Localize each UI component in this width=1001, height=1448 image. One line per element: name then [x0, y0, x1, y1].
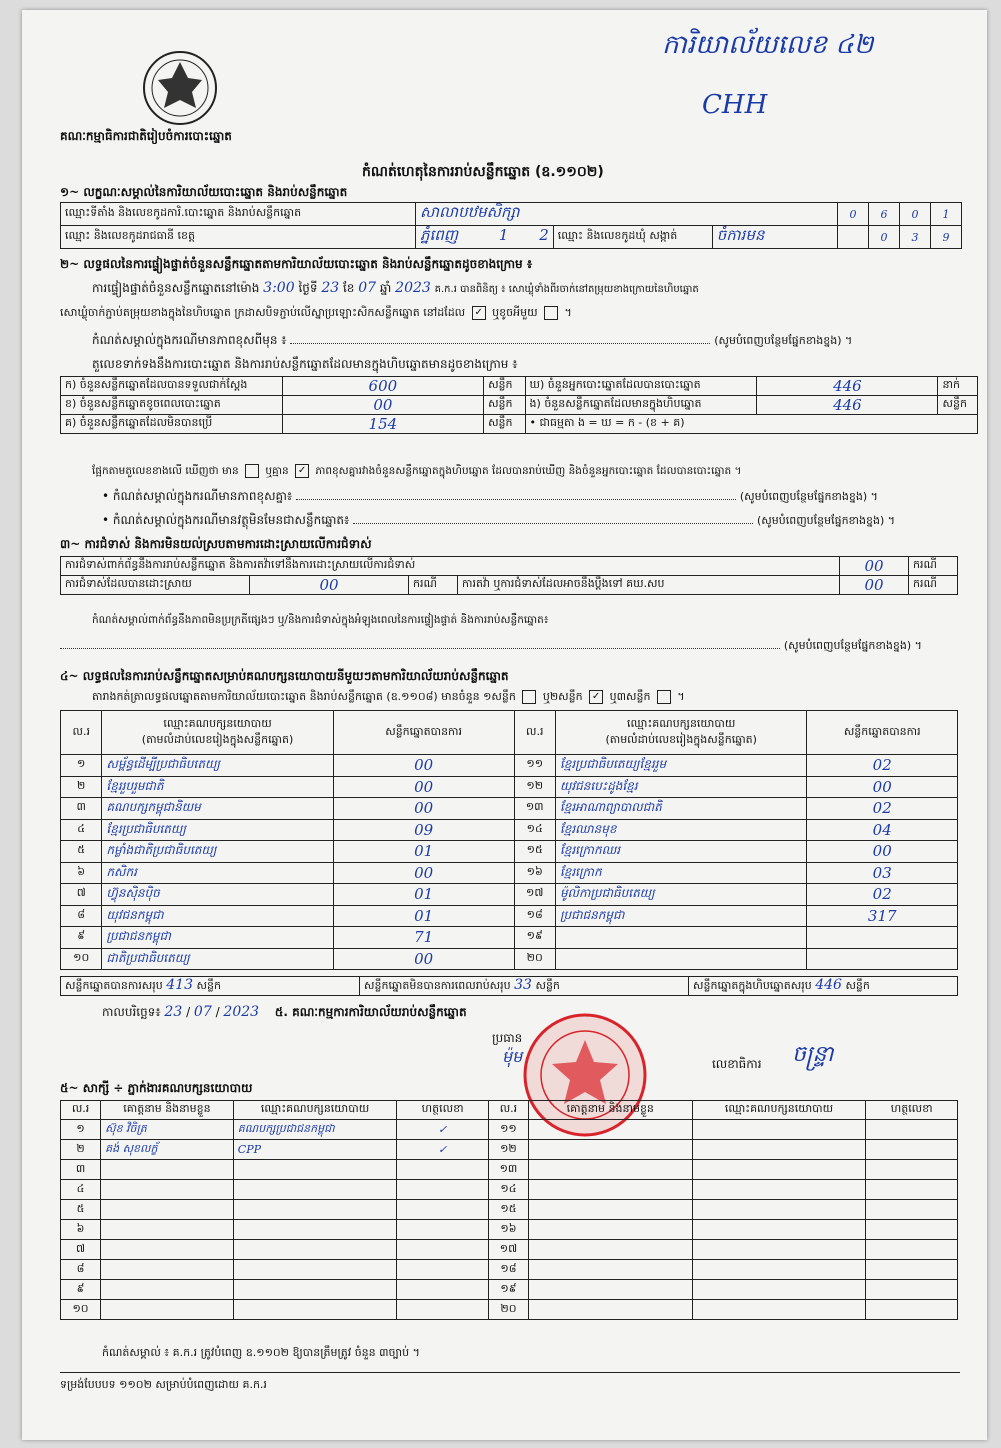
witness-number: ៤ — [61, 1180, 101, 1200]
province-label: ឈ្មោះ និងលេខកូដរាជធានី ខេត្ត — [61, 226, 416, 249]
total-box-value: 446 — [815, 977, 842, 993]
witness-row — [61, 1280, 958, 1300]
resolved-value: 00 — [250, 576, 409, 595]
party-number: ១៣ — [514, 798, 555, 820]
party-results-table — [60, 710, 958, 970]
section3-heading: ៣~ ការជំទាស់ និងការមិនយល់ស្របតាមការដោះស្រាយលើការជំទាស់ — [60, 537, 372, 551]
unused-value: 154 — [282, 415, 483, 434]
party-name: យុវជនបេះដូងខ្មែរ — [555, 776, 807, 798]
two-sheets-checkbox[interactable]: ✓ — [589, 690, 603, 704]
chief-signature: ម៉ុម — [502, 1047, 523, 1066]
province-code-2: 2 — [539, 226, 549, 244]
date-line: កាលបរិច្ឆេទ៖ 23 / 07 / 2023 ៥. គណៈកម្មការការិយាល័យរាប់សន្លឹកឆ្នោត — [102, 1004, 467, 1020]
form-title: កំណត់ហេតុនៃការរាប់សន្លឹកឆ្នោត (ឧ.១១០២) — [362, 164, 604, 180]
witness-number: ៥ — [61, 1200, 101, 1220]
witness-party — [233, 1300, 397, 1320]
witness-number: ២០ — [488, 1300, 528, 1320]
party-number: ៩ — [61, 927, 102, 949]
party-votes: 00 — [807, 776, 958, 798]
results-row — [61, 884, 958, 906]
section1-heading: ១~ លក្ខណៈសម្គាល់នៃការិយាល័យបោះឆ្នោត និងរាប់សន្លឹកឆ្នោត — [60, 185, 348, 199]
witness-signature — [866, 1280, 958, 1300]
witness-signature: ✓ — [397, 1140, 489, 1160]
voters-value: 446 — [757, 377, 938, 396]
objection-count-value: 00 — [840, 557, 909, 576]
party-votes: 02 — [807, 798, 958, 820]
witness-name — [529, 1160, 693, 1180]
witness-name — [101, 1180, 234, 1200]
party-name: កសិករ — [102, 862, 333, 884]
no-difference-checkbox[interactable]: ✓ — [295, 464, 309, 478]
witness-number: ១៨ — [488, 1260, 528, 1280]
witness-name — [529, 1260, 693, 1280]
witness-signature — [866, 1220, 958, 1240]
date-year: 2023 — [223, 1004, 260, 1020]
party-votes: 02 — [807, 755, 958, 777]
witness-signature — [397, 1180, 489, 1200]
date-month: 07 — [193, 1004, 212, 1020]
witness-party — [233, 1280, 397, 1300]
witness-name: ស៊ុខ វិចិត្រ — [101, 1120, 234, 1140]
party-votes: 09 — [333, 819, 514, 841]
total-invalid-value: 33 — [514, 977, 532, 993]
witness-signature — [397, 1220, 489, 1240]
verify-month: 07 — [358, 280, 377, 296]
party-number: ១០ — [61, 948, 102, 970]
form-footer: ទម្រង់បែបបទ ១១០២ សម្រាប់បំពេញដោយ គ.ក.រ — [60, 1378, 267, 1391]
figures-intro: តួលេខទាក់ទងនឹងការបោះឆ្នោត និងការរាប់សន្លឹកឆ្នោតដែលមានក្នុងហិបឆ្នោតមានដូចខាងក្រោម ៖ — [92, 357, 518, 371]
date-day: 23 — [164, 1004, 183, 1020]
party-number: ១៨ — [514, 905, 555, 927]
party-votes: 00 — [333, 798, 514, 820]
witness-party: គណបក្សប្រជាជនកម្ពុជា — [233, 1120, 397, 1140]
witness-row — [61, 1160, 958, 1180]
verify-year: 2023 — [395, 280, 431, 296]
irregularity-note: កំណត់សម្គាល់ពាក់ព័ន្ធនឹងភាពមិនប្រក្រតីផ្សេងៗ ឬ/និងការជំទាស់ក្នុងអំឡុងពេលនៃការផ្ទៀងផ្ទាត់ និងការរាប់សន្លឹកឆ្នោត៖ — [92, 614, 549, 626]
witness-name: គង់ សុខលក្ខ័ — [101, 1140, 234, 1160]
bullet-difference: • កំណត់សម្គាល់ក្នុងករណីមានភាពខុសគ្នា៖ (សូមបំពេញបន្ថែមផ្នែកខាងខ្នង) ។ — [102, 489, 878, 503]
witness-number: ១៤ — [488, 1180, 528, 1200]
commune-value: ចំការមន — [712, 226, 837, 249]
witness-party — [692, 1220, 866, 1240]
party-name: ហ៊្វុនស៊ិនប៉ិច — [102, 884, 333, 906]
party-number: ៥ — [61, 841, 102, 863]
party-number: ១៤ — [514, 819, 555, 841]
party-votes: 00 — [333, 776, 514, 798]
one-sheet-checkbox[interactable] — [522, 690, 536, 704]
witness-party — [692, 1280, 866, 1300]
witness-signature — [866, 1140, 958, 1160]
witness-party — [692, 1120, 866, 1140]
difference-note-line: កំណត់សម្គាល់ក្នុងករណីមានភាពខុសពីមុន ៖ (សូមបំពេញបន្ថែមផ្នែកខាងខ្នង) ។ — [92, 333, 853, 347]
org-name: គណៈកម្មាធិការជាតិរៀបចំការបោះឆ្នោត — [60, 129, 232, 143]
party-votes — [807, 927, 958, 949]
results-row — [61, 927, 958, 949]
party-name — [555, 948, 807, 970]
compare-line: ផ្អែកតាមតួលេខខាងលើ ឃើញថា មាន ឬគ្មាន ✓ ភាពខុសគ្នារវាងចំនួនសន្លឹកឆ្នោតក្នុងហិបឆ្នោត ដែលបានរាប់ឃើញ និងចំនួនអ្នកបោះឆ្នោត ដែលបានបោះឆ្នោត ។ — [92, 465, 742, 477]
party-number: ៨ — [61, 905, 102, 927]
witness-party — [692, 1260, 866, 1280]
results-row — [61, 948, 958, 970]
witness-signature — [397, 1200, 489, 1220]
witness-party — [692, 1200, 866, 1220]
witness-signature — [866, 1240, 958, 1260]
party-name: ខ្មែរប្រជាធិបតេយ្យខ្មែររួម — [555, 755, 807, 777]
witness-party: CPP — [233, 1140, 397, 1160]
witness-signature — [866, 1120, 958, 1140]
party-name: ខ្មែរក្រោក — [555, 862, 807, 884]
witness-signature — [397, 1160, 489, 1180]
witness-party — [692, 1140, 866, 1160]
objection-count-label: ការជំទាស់ពាក់ព័ន្ធនឹងការរាប់សន្លឹកឆ្នោត និងការតវ៉ាទៅនឹងការដោះស្រាយលើការជំទាស់ — [61, 557, 840, 576]
witness-row — [61, 1260, 958, 1280]
party-votes: 01 — [333, 905, 514, 927]
witness-signature — [866, 1200, 958, 1220]
witness-party — [233, 1200, 397, 1220]
witness-name — [529, 1180, 693, 1200]
location-code-1: 0 — [838, 203, 869, 226]
commune-label: ឈ្មោះ និងលេខកូដឃុំ សង្កាត់ — [553, 226, 712, 249]
form-page — [22, 10, 987, 1440]
witness-party — [692, 1180, 866, 1200]
location-value: សាលាបឋមសិក្សា — [416, 203, 838, 226]
results-row — [61, 819, 958, 841]
location-code-2: 6 — [869, 203, 900, 226]
witness-signature — [397, 1280, 489, 1300]
commune-code-2: 3 — [900, 226, 931, 249]
irregularity-note-line: (សូមបំពេញបន្ថែមផ្នែកខាងខ្នង) ។ — [60, 638, 922, 655]
witness-row — [61, 1300, 958, 1320]
verify-day: 23 — [321, 280, 340, 296]
party-name: ខ្មែររួបរួមជាតិ — [102, 776, 333, 798]
witness-name — [101, 1260, 234, 1280]
witness-name — [101, 1200, 234, 1220]
witness-name — [101, 1220, 234, 1240]
nec-emblem-icon — [140, 48, 220, 128]
party-number: ២ — [61, 776, 102, 798]
party-name: ប្រជាជនកម្ពុជា — [555, 905, 807, 927]
witness-signature — [866, 1300, 958, 1320]
witness-party — [692, 1240, 866, 1260]
section4-heading: ៤~ លទ្ធផលនៃការរាប់សន្លឹកឆ្នោតសម្រាប់គណបក្សនយោបាយនីមួយៗតាមការិយាល័យរាប់សន្លឹកឆ្នោត — [60, 669, 509, 683]
party-number: ១២ — [514, 776, 555, 798]
witness-number: ៦ — [61, 1220, 101, 1240]
ballot-figures-table — [60, 376, 978, 434]
party-votes: 04 — [807, 819, 958, 841]
witness-number: ១០ — [61, 1300, 101, 1320]
results-header-row: ល.រ ឈ្មោះគណបក្សនយោបាយ (តាមលំដាប់លេខរៀងក្នុងសន្លឹកឆ្នោត) សន្លឹកឆ្នោតបានការ ល.រ ឈ្មោះគណបក្សនយោបាយ (តាមលំដាប់លេខរៀងក្នុងសន្លឹកឆ្នោត) សន្លឹកឆ្នោតបានការ — [61, 711, 958, 755]
party-name: សម្ព័ន្ធដើម្បីប្រជាធិបតេយ្យ — [102, 755, 333, 777]
witness-party — [692, 1300, 866, 1320]
secretary-signature: ចន្ទ្រា — [792, 1042, 834, 1067]
chief-label: ប្រធាន — [492, 1031, 523, 1045]
has-difference-checkbox[interactable] — [245, 464, 259, 478]
verification-line: ការផ្ទៀងផ្ទាត់ចំនួនសន្លឹកឆ្នោតនៅម៉ោង 3:00 ថ្ងៃទី 23 ខែ 07 ឆ្នាំ 2023 គ.ក.រ បានពិនិត្យ ៖ សោឃ្លុំទាំងពីរចាក់នៅតម្រុយខាងក្រោយនៃហិបឆ្នោត — [92, 280, 699, 296]
witness-name — [529, 1220, 693, 1240]
results-row — [61, 776, 958, 798]
appeals-value: 00 — [840, 576, 909, 595]
party-name: ប្រជាជនកម្ពុជា — [102, 927, 333, 949]
witness-party — [233, 1260, 397, 1280]
party-name — [555, 927, 807, 949]
party-votes: 00 — [333, 755, 514, 777]
witness-name — [529, 1120, 693, 1140]
section1-table — [60, 202, 962, 249]
witness-row — [61, 1120, 958, 1140]
party-votes: 00 — [807, 841, 958, 863]
party-name: គណបក្សកម្ពុជានិយម — [102, 798, 333, 820]
seal-line: សោឃ្លុំចាក់ភ្ជាប់តម្រុយខាងក្នុងនៃហិបឆ្នោត ក្រដាសបិទភ្ជាប់លើស្នាប្រឡោះសិកសន្លឹកឆ្នោត នៅដដែល ✓ ឬខូចអីមួយ ។ — [60, 306, 572, 319]
witness-name — [529, 1140, 693, 1160]
figures-row-b: ខ) ចំនួនសន្លឹកឆ្នោតខូចពេលបោះឆ្នោត 00 សន្លឹក ង) ចំនួនសន្លឹកឆ្នោតដែលមានក្នុងហិបឆ្នោត 446 សន្លឹក — [61, 396, 978, 415]
party-number: ១៦ — [514, 862, 555, 884]
province-value: ភ្នំពេញ 1 2 — [416, 226, 554, 249]
party-number: ១១ — [514, 755, 555, 777]
witness-number: ១៦ — [488, 1220, 528, 1240]
party-number: ៧ — [61, 884, 102, 906]
verify-time: 3:00 — [263, 280, 295, 296]
figures-row-c: គ) ចំនួនសន្លឹកឆ្នោតដែលមិនបានប្រើ 154 សន្លឹក • ជាធម្មតា ង = ឃ = ក - (ខ + គ) — [61, 415, 978, 434]
section5-note: កំណត់សម្គាល់ ៖ គ.ក.រ ត្រូវបំពេញ ឧ.១១០២ ឱ្យបានត្រឹមត្រូវ ចំនួន ៣ច្បាប់ ។ — [102, 1346, 420, 1359]
witness-party — [233, 1240, 397, 1260]
witness-name — [529, 1240, 693, 1260]
party-name: យុវជនកម្ពុជា — [102, 905, 333, 927]
results-row — [61, 755, 958, 777]
witness-header-row: ល.រ គោត្តនាម និងនាមខ្លួន ឈ្មោះគណបក្សនយោបាយ ហត្ថលេខា ល.រ គោត្តនាម និងនាមខ្លួន ឈ្មោះគណបក្សនយោបាយ ហត្ថលេខា — [61, 1101, 958, 1120]
totals-table: សន្លឹកឆ្នោតបានការសរុប 413 សន្លឹក សន្លឹកឆ្នោតមិនបានការពេលរាប់សរុប 33 សន្លឹក សន្លឹកឆ្នោតក្នុងហិបឆ្នោតសរុប 446 សន្លឹក — [60, 976, 958, 996]
witness-signature — [397, 1260, 489, 1280]
party-votes — [807, 948, 958, 970]
three-sheets-checkbox[interactable] — [657, 690, 671, 704]
witness-party — [692, 1160, 866, 1180]
witness-number: ១៩ — [488, 1280, 528, 1300]
witness-number: ១២ — [488, 1140, 528, 1160]
witness-signature: ✓ — [397, 1120, 489, 1140]
witness-table — [60, 1100, 958, 1320]
objections-table: ការជំទាស់ពាក់ព័ន្ធនឹងការរាប់សន្លឹកឆ្នោត និងការតវ៉ាទៅនឹងការដោះស្រាយលើការជំទាស់ 00 ករណី ការជំទាស់ដែលបានដោះស្រាយ 00 ករណី ការតវ៉ា ឬការជំទាស់ដែលអាចនឹងប្តឹងទៅ គឃ.សប 00 ករណី — [60, 556, 958, 595]
witness-signature — [866, 1160, 958, 1180]
location-code-4: 1 — [931, 203, 962, 226]
witness-party — [233, 1220, 397, 1240]
witness-number: ១១ — [488, 1120, 528, 1140]
witness-name — [529, 1300, 693, 1320]
witness-number: ១៣ — [488, 1160, 528, 1180]
witness-number: ៩ — [61, 1280, 101, 1300]
location-label: ឈ្មោះទីតាំង និងលេខកូដការិ.បោះឆ្នោត និងរាប់សន្លឹកឆ្នោត — [61, 203, 416, 226]
party-number: ៦ — [61, 862, 102, 884]
party-number: ៣ — [61, 798, 102, 820]
witness-name — [529, 1200, 693, 1220]
witness-number: ៨ — [61, 1260, 101, 1280]
province-code-1: 1 — [498, 226, 509, 244]
seal-intact-checkbox[interactable]: ✓ — [472, 306, 486, 320]
witness-name — [529, 1280, 693, 1300]
total-valid-value: 413 — [166, 977, 193, 993]
footer-divider — [60, 1372, 960, 1373]
witness-signature — [397, 1300, 489, 1320]
party-number: ១៩ — [514, 927, 555, 949]
party-number: ១ — [61, 755, 102, 777]
results-row — [61, 862, 958, 884]
party-name: ខ្មែរក្រោកឈរ — [555, 841, 807, 863]
witness-signature — [397, 1240, 489, 1260]
commune-code-1: 0 — [869, 226, 900, 249]
section2-heading: ២~ លទ្ធផលនៃការផ្ទៀងផ្ទាត់ចំនួនសន្លឹកឆ្នោតតាមការិយាល័យបោះឆ្នោត និងរាប់សន្លឹកឆ្នោតដូចខាងក្រោម ៖ — [60, 257, 533, 271]
witness-signature — [866, 1180, 958, 1200]
witness-party — [233, 1160, 397, 1180]
party-votes: 00 — [333, 862, 514, 884]
results-row — [61, 841, 958, 863]
party-votes: 02 — [807, 884, 958, 906]
ballots-in-box-value: 446 — [757, 396, 938, 415]
witness-name — [101, 1300, 234, 1320]
party-number: ២០ — [514, 948, 555, 970]
secretary-label: លេខាធិការ — [712, 1057, 762, 1071]
location-code-3: 0 — [900, 203, 931, 226]
party-number: ៤ — [61, 819, 102, 841]
results-row — [61, 905, 958, 927]
witness-number: ២ — [61, 1140, 101, 1160]
party-name: កម្លាំងជាតិប្រជាធិបតេយ្យ — [102, 841, 333, 863]
party-name: ជាតិប្រជាធិបតេយ្យ — [102, 948, 333, 970]
witness-party — [233, 1180, 397, 1200]
witness-row — [61, 1180, 958, 1200]
witness-row — [61, 1220, 958, 1240]
witness-row — [61, 1140, 958, 1160]
party-name: ខ្មែរប្រជាធិបតេយ្យ — [102, 819, 333, 841]
witness-number: ៧ — [61, 1240, 101, 1260]
party-votes: 01 — [333, 841, 514, 863]
handwritten-signature: CHH — [702, 90, 768, 120]
results-sheets-line: តារាងកត់ត្រាលទ្ធផលឆ្នោតតាមការិយាល័យបោះឆ្នោត និងរាប់សន្លឹកឆ្នោត (ឧ.១១០៨) មានចំនួន ១សន្លឹក ឬ២សន្លឹក ✓ ឬ៣សន្លឹក ។ — [92, 690, 685, 703]
results-row — [61, 798, 958, 820]
party-votes: 01 — [333, 884, 514, 906]
witness-number: ១៥ — [488, 1200, 528, 1220]
party-votes: 03 — [807, 862, 958, 884]
witness-row — [61, 1200, 958, 1220]
witness-row — [61, 1240, 958, 1260]
witness-number: ១ — [61, 1120, 101, 1140]
ballots-received-value: 600 — [282, 377, 483, 396]
figures-row-a: ក) ចំនួនសន្លឹកឆ្នោតដែលបានទទួលជាក់ស្តែង 600 សន្លឹក ឃ) ចំនួនអ្នកបោះឆ្នោតដែលបានបោះឆ្នោត 446 នាក់ — [61, 377, 978, 396]
spoiled-value: 00 — [282, 396, 483, 415]
handwritten-office-number: ការិយាល័យលេខ ៤២ — [662, 30, 874, 60]
commune-code-3: 9 — [931, 226, 962, 249]
witness-name — [101, 1240, 234, 1260]
witness-number: ៣ — [61, 1160, 101, 1180]
witness-signature — [866, 1260, 958, 1280]
witness-name — [101, 1160, 234, 1180]
party-votes: 71 — [333, 927, 514, 949]
seal-damaged-checkbox[interactable] — [544, 306, 558, 320]
party-votes: 00 — [333, 948, 514, 970]
party-name: ម៉ូលិកាប្រជាធិបតេយ្យ — [555, 884, 807, 906]
party-number: ១៧ — [514, 884, 555, 906]
party-number: ១៥ — [514, 841, 555, 863]
witness-number: ១៧ — [488, 1240, 528, 1260]
party-name: ខ្មែរអាណាព្យាបាលជាតិ — [555, 798, 807, 820]
party-name: ខ្មែរឈានមុខ — [555, 819, 807, 841]
witness-name — [101, 1280, 234, 1300]
section5-heading: ៥~ សាក្សី ÷ ភ្នាក់ងារគណបក្សនយោបាយ — [60, 1081, 253, 1095]
party-votes: 317 — [807, 905, 958, 927]
bullet-foreign-object: • កំណត់សម្គាល់ក្នុងករណីមានវត្ថុមិនមែនជាសន្លឹកឆ្នោត៖ (សូមបំពេញបន្ថែមផ្នែកខាងខ្នង) ។ — [102, 513, 896, 527]
